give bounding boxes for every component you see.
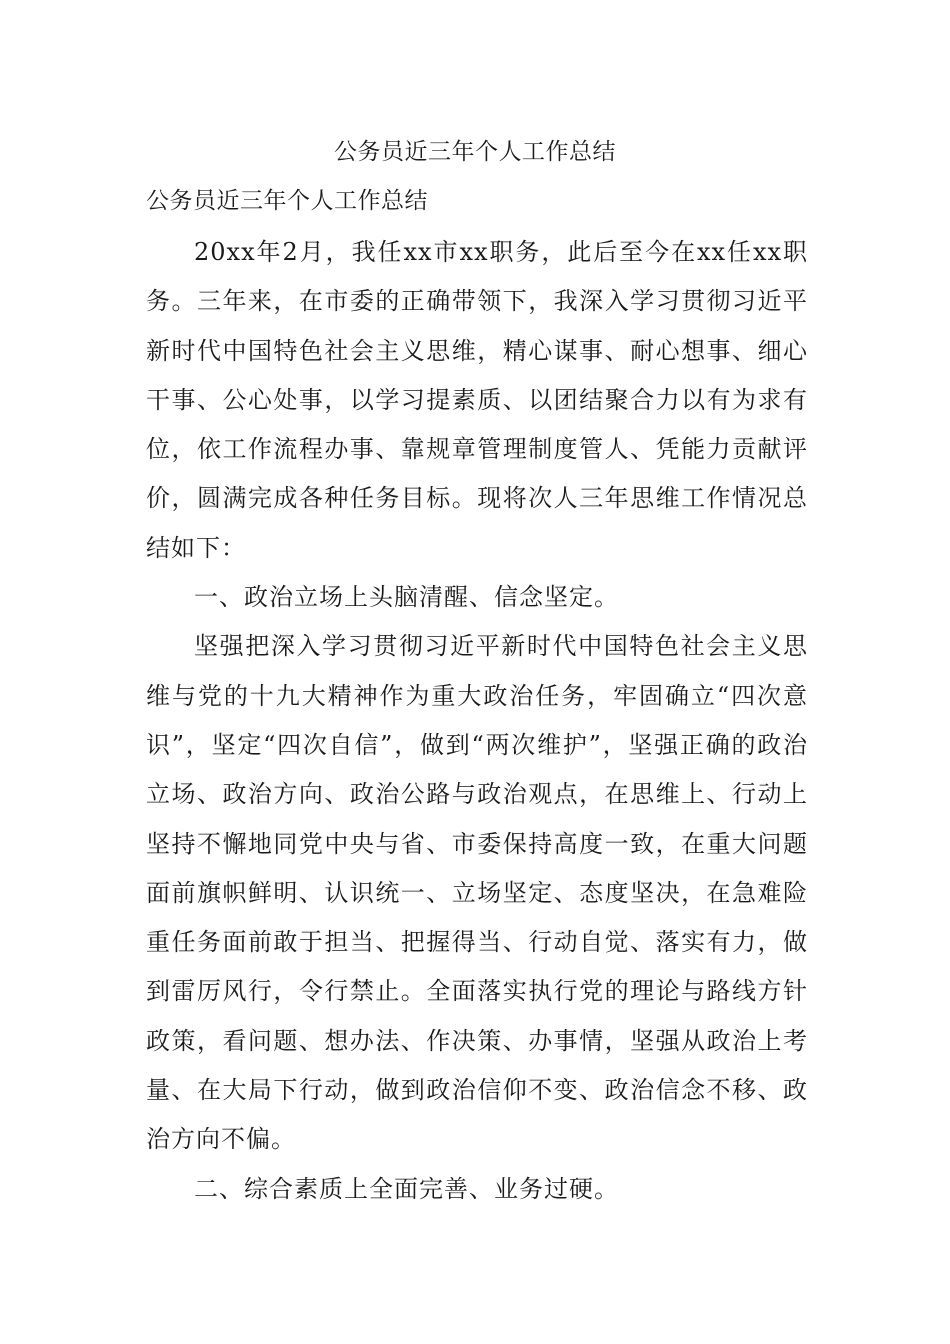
paragraph-intro: 20xx年2月，我任xx市xx职务，此后至今在xx任xx职务。三年来，在市委的正确带领下，我深入学习贯彻习近平新时代中国特色社会主义思维，精心谋事、耐心想事、细心干事、公心处事，以学习提素质、以团结聚合力以有为求有位，依工作流程办事、靠规章管理制度管人、凭能力贡献评价，圆满完成各种任务目标。现将次人三年思维工作情况总结如下： bbox=[146, 238, 808, 562]
document-subtitle: 公务员近三年个人工作总结 bbox=[146, 188, 428, 214]
paragraph-section-1: 坚强把深入学习贯彻习近平新时代中国特色社会主义思维与党的十九大精神作为重大政治任务，牢固确立“四次意识”，坚定“四次自信”，做到“两次维护”，坚强正确的政治立场、政治方向、政治公路与政治观点，在思维上、行动上坚持不懈地同党中央与省、市委保持高度一致，在重大问题面前旗帜鲜明、认识统一、立场坚定、态度坚决，在急难险重任务面前敢于担当、把握得当、行动自觉、落实有力，做到雷厉风行，令行禁止。全面落实执行党的理论与路线方针政策，看问题、想办法、作决策、办事情，坚强从政治上考量、在大局下行动，做到政治信仰不变、政治信念不移、政治方向不偏。 bbox=[146, 632, 808, 1154]
document-body bbox=[146, 228, 808, 1214]
section-heading-2: 二、综合素质上全面完善、业务过硬。 bbox=[194, 1174, 619, 1203]
document-title: 公务员近三年个人工作总结 bbox=[334, 139, 616, 165]
section-heading-1: 一、政治立场上头脑清醒、信念坚定。 bbox=[194, 583, 619, 612]
